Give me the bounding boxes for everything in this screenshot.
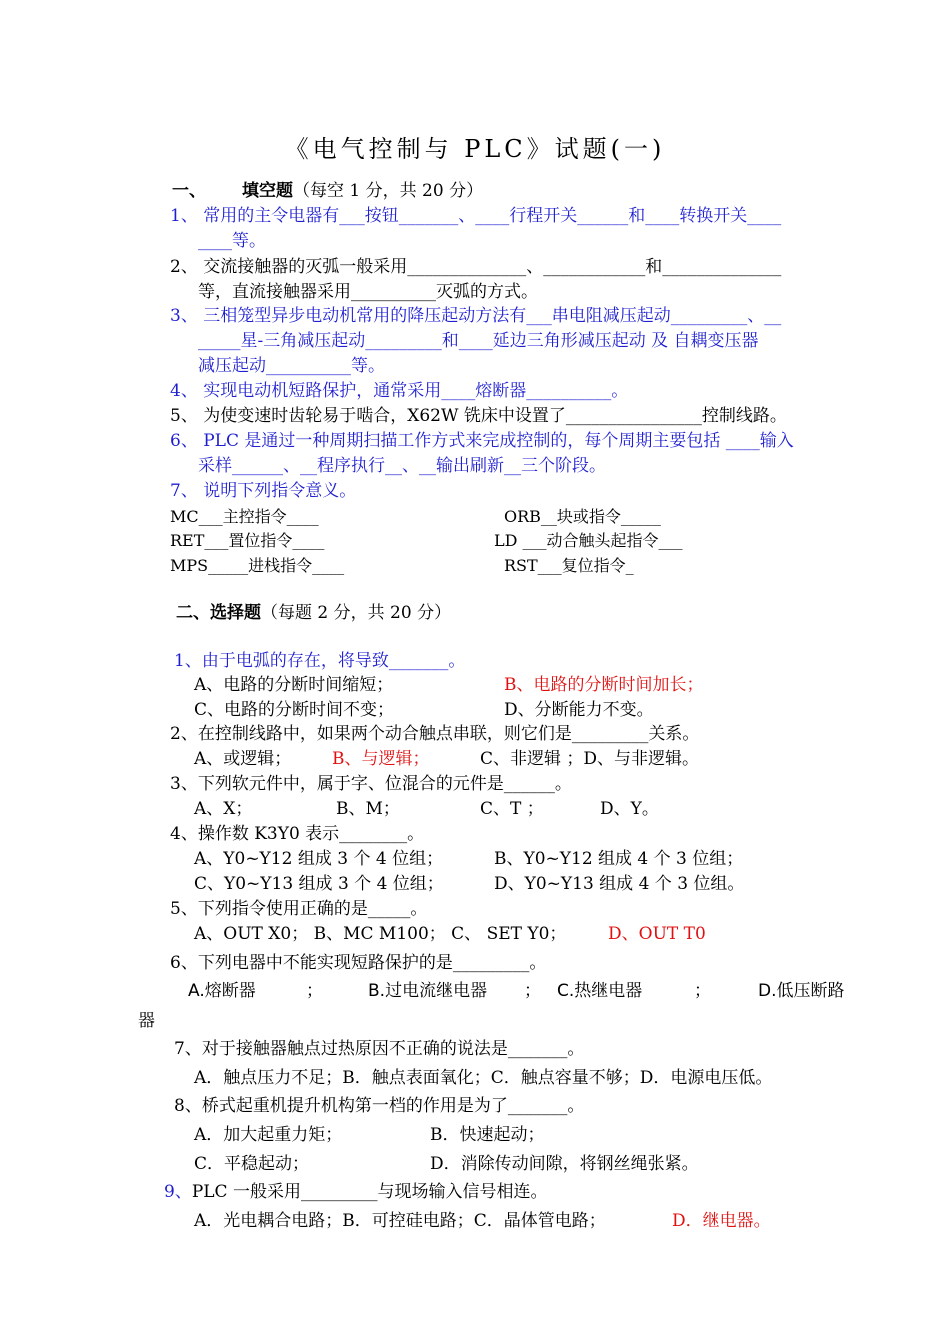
choice-q9 [164,1181,547,1203]
choice-q6: 6、下列电器中不能实现短路保护的是_________。 [170,953,547,973]
choice-q3-b: B、M； [336,799,400,819]
choice-q8-d: D．消除传动间隙，将钢丝绳张紧。 [430,1154,699,1174]
choice-q5: 5、下列指令使用正确的是_____。 [170,899,428,919]
choice-q3-c: C、T ； [480,799,544,819]
fill-q2-line2: 等，直流接触器采用__________灭弧的方式。 [198,282,538,302]
choice-q5-d: D、OUT T0 [608,924,706,944]
choice-q6-b: B.过电流继电器 [368,981,488,1001]
choice-q9-body: PLC 一般采用_________与现场输入信号相连。 [191,1182,548,1202]
choice-q6-sep2: ； [524,981,541,1001]
instr-orb: ORB__块或指令_____ [504,507,661,526]
fill-q7: 7、 说明下列指令意义。 [170,481,357,501]
choice-q3-d: D、Y。 [600,799,659,819]
choice-q8-b: B．快速起动； [430,1125,545,1145]
fill-q1-line1: 1、 常用的主令电器有___按钮_______、____行程开关______和____转换开关____ [170,206,782,226]
choice-q1 [174,650,465,672]
section1-num: 一、 [172,181,206,201]
choice-q1-c: C、电路的分断时间不变； [194,700,395,720]
choice-q7: 7、对于接触器触点过热原因不正确的说法是_______。 [174,1039,585,1059]
choice-q4-c: C、Y0~Y13 组成 3 个 4 位组； [194,874,444,894]
choice-q4: 4、操作数 K3Y0 表示________。 [170,824,425,844]
fill-q3-line1: 3、 三相笼型异步电动机常用的降压起动方法有___串电阻减压起动_________、__ [170,306,782,326]
choice-q9-number: 9、 [164,1182,192,1202]
choice-q4-d: D、Y0~Y13 组成 4 个 3 位组。 [494,874,745,894]
choice-q1-b: B、电路的分断时间加长； [504,675,704,695]
instr-mps: MPS_____进栈指令____ [170,556,345,575]
choice-q4-b: B、Y0~Y12 组成 4 个 3 位组； [494,849,744,869]
section2-name: 选择题 [210,603,261,623]
fill-q6-line1: 6、 PLC 是通过一种周期扫描工作方式来完成控制的，每个周期主要包括 ____输入 [170,431,794,451]
choice-q8: 8、桥式起重机提升机构第一档的作用是为了_______。 [174,1096,585,1116]
instr-ld: LD ___动合触头起指令___ [494,531,683,550]
choice-q6-d-wrap: 器 [138,1011,155,1031]
choice-q8-c: C．平稳起动； [194,1154,310,1174]
instr-ret: RET___置位指令____ [170,531,325,550]
choice-q3-a: A、X； [194,799,253,819]
page-title: 《电气控制与 PLC》试题(一) [284,135,666,163]
choice-q8-a: A．加大起重力矩； [194,1125,343,1145]
choice-q7-options: A．触点压力不足；B．触点表面氧化；C．触点容量不够；D．电源电压低。 [194,1068,773,1088]
choice-q3: 3、下列软元件中，属于字、位混合的元件是______。 [170,774,572,794]
fill-q6-line2: 采样______、__程序执行__、__输出刷新__三个阶段。 [198,456,606,476]
choice-q2-b: B、与逻辑； [332,749,430,769]
choice-q6-d: D.低压断路 [758,981,845,1001]
choice-q9-abc: A．光电耦合电路；B．可控硅电路；C．晶体管电路； [194,1211,606,1231]
choice-q1-d: D、分断能力不变。 [504,700,654,720]
fill-q1-line2: ____等。 [198,231,266,251]
choice-q2: 2、在控制线路中，如果两个动合触点串联，则它们是_________关系。 [170,724,700,744]
fill-q3-line2: _____星-三角减压起动_________和____延边三角形减压起动 及 自耦变压器 [198,331,759,351]
choice-q4-a: A、Y0~Y12 组成 3 个 4 位组； [194,849,444,869]
choice-q5-abc: A、OUT X0； B、MC M100； C、 SET Y0； [194,924,567,944]
choice-q6-sep1: ； [306,981,323,1001]
section1-heading [172,180,483,202]
choice-q6-a: A.熔断器 [188,981,256,1001]
instr-rst: RST___复位指令_ [504,556,634,575]
choice-q6-sep3: ； [694,981,711,1001]
fill-q2-line1: 2、 交流接触器的灭弧一般采用______________、____________和______________ [170,257,782,277]
choice-q6-c: C.热继电器 [557,981,643,1001]
choice-q1-text: 1、由于电弧的存在，将导致_______。 [174,651,466,671]
section2-heading [176,602,451,624]
choice-q9-d: D．继电器。 [672,1211,771,1231]
choice-q9-text [164,1182,547,1202]
choice-q2-a: A、或逻辑； [194,749,292,769]
choice-q1-a: A、电路的分断时间缩短； [194,675,394,695]
fill-q3-line3: 减压起动__________等。 [198,356,385,376]
fill-q4: 4、 实现电动机短路保护，通常采用____熔断器__________。 [170,381,629,401]
section2-note: （每题 2 分，共 20 分） [261,603,452,623]
section1-name: 填空题 [242,181,293,201]
choice-q2-cd: C、非逻辑 ；D、与非逻辑。 [480,749,700,769]
section2-num: 二、 [176,603,210,623]
fill-q5: 5、 为使变速时齿轮易于啮合，X62W 铣床中设置了________________控制线路。 [170,406,787,426]
instr-mc: MC___主控指令____ [170,507,319,526]
section1-note: （每空 1 分，共 20 分） [293,181,484,201]
